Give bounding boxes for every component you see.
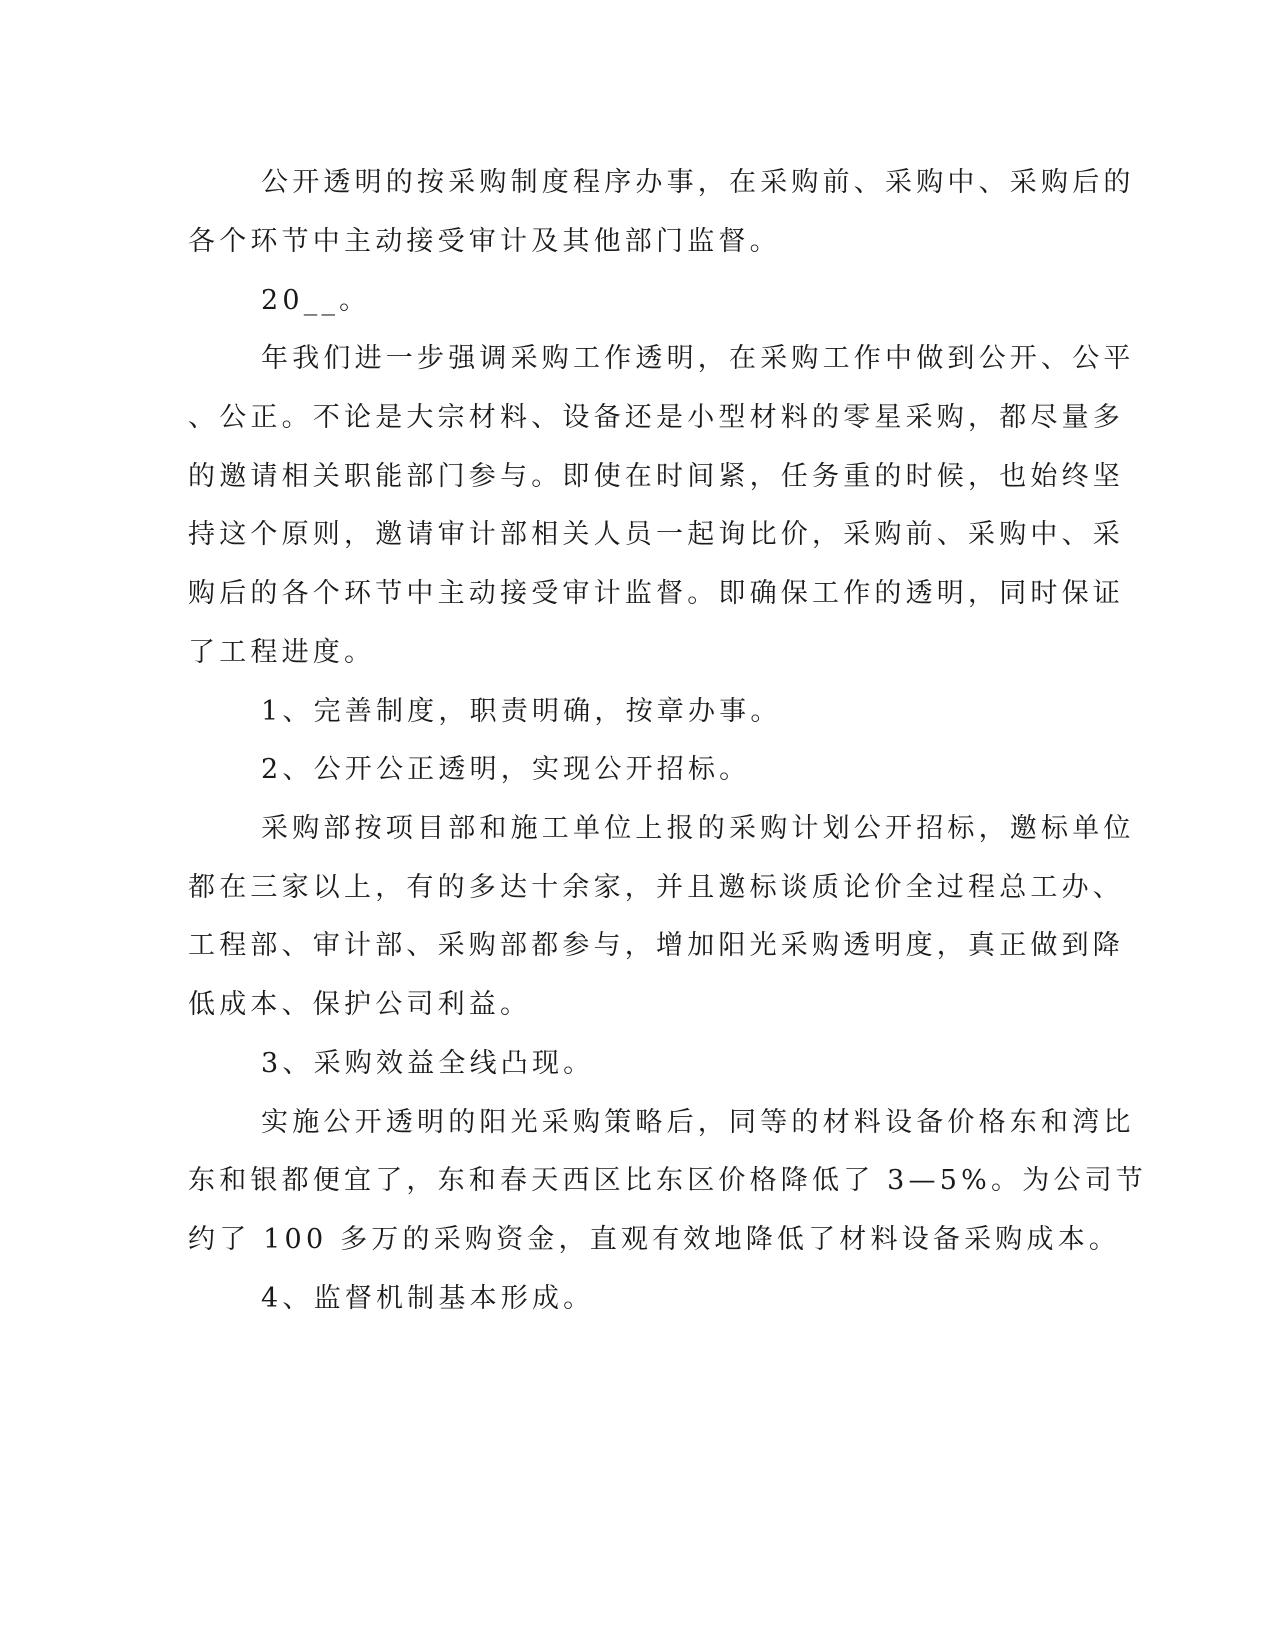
paragraph-line: 东和银都便宜了，东和春天西区比东区价格降低了 3—5%。为公司节 bbox=[188, 1165, 1147, 1196]
paragraph-line: 了工程进度。 bbox=[188, 637, 376, 668]
paragraph-line: 持这个原则，邀请审计部相关人员一起询比价，采购前、采购中、采 bbox=[188, 519, 1124, 550]
numbered-item: 1、完善制度，职责明确，按章办事。 bbox=[261, 696, 782, 727]
paragraph-line: 公开透明的按采购制度程序办事，在采购前、采购中、采购后的 bbox=[261, 167, 1135, 198]
paragraph-line: 20__。 bbox=[261, 285, 371, 316]
paragraph-line: 约了 100 多万的采购资金，直观有效地降低了材料设备采购成本。 bbox=[188, 1224, 1121, 1255]
paragraph-line: 实施公开透明的阳光采购策略后，同等的材料设备价格东和湾比 bbox=[261, 1107, 1135, 1138]
paragraph-line: 购后的各个环节中主动接受审计监督。即确保工作的透明，同时保证 bbox=[188, 578, 1124, 609]
paragraph-line: 都在三家以上，有的多达十余家，并且邀标谈质论价全过程总工办、 bbox=[188, 872, 1124, 903]
paragraph-line: 年我们进一步强调采购工作透明，在采购工作中做到公开、公平 bbox=[261, 343, 1135, 374]
paragraph-line: 各个环节中主动接受审计及其他部门监督。 bbox=[188, 226, 781, 257]
numbered-item: 2、公开公正透明，实现公开招标。 bbox=[261, 754, 751, 785]
paragraph-line: 的邀请相关职能部门参与。即使在时间紧，任务重的时候，也始终坚 bbox=[188, 461, 1124, 492]
paragraph-line: 低成本、保护公司利益。 bbox=[188, 989, 532, 1020]
paragraph-line: 工程部、审计部、采购部都参与，增加阳光采购透明度，真正做到降 bbox=[188, 930, 1124, 961]
numbered-item: 3、采购效益全线凸现。 bbox=[261, 1048, 595, 1079]
numbered-item: 4、监督机制基本形成。 bbox=[261, 1283, 595, 1314]
paragraph-line: 、公正。不论是大宗材料、设备还是小型材料的零星采购，都尽量多 bbox=[188, 402, 1124, 433]
paragraph-line: 采购部按项目部和施工单位上报的采购计划公开招标，邀标单位 bbox=[261, 813, 1135, 844]
